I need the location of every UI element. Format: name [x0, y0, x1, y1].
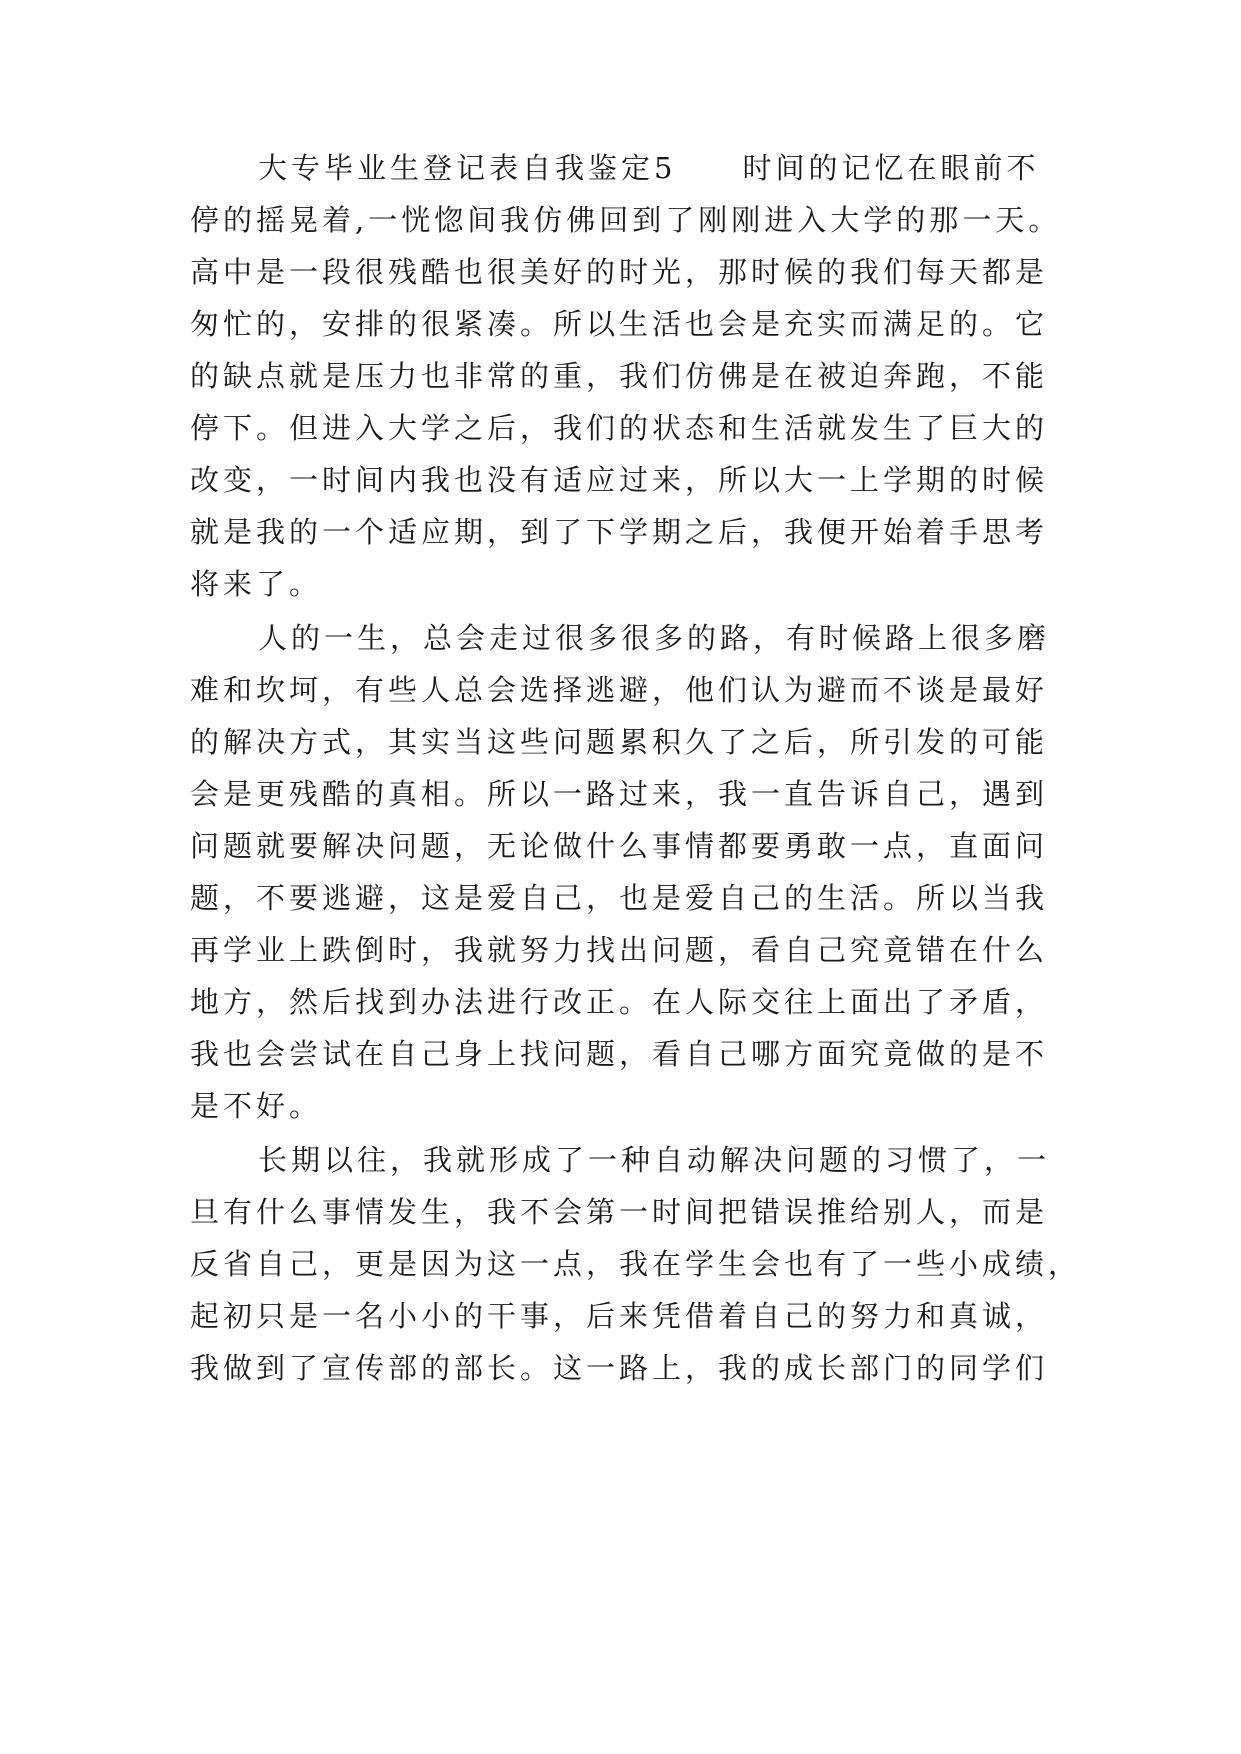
text-line: 是不好。	[190, 1089, 323, 1123]
text-line: 高中是一段很残酷也很美好的时光，那时候的我们每天都是	[190, 255, 1049, 289]
text-line: 就是我的一个适应期，到了下学期之后，我便开始着手思考	[190, 515, 1049, 549]
text-line: 的缺点就是压力也非常的重，我们仿佛是在被迫奔跑，不能	[190, 359, 1049, 393]
text-line: 我做到了宣传部的部长。这一路上，我的成长部门的同学们	[190, 1351, 1049, 1385]
text-line: 再学业上跌倒时，我就努力找出问题，看自己究竟错在什么	[190, 933, 1049, 967]
text-line: 改变，一时间内我也没有适应过来，所以大一上学期的时候	[190, 463, 1049, 497]
text-line: 问题就要解决问题，无论做什么事情都要勇敢一点，直面问	[190, 829, 1049, 863]
text-line: 题，不要逃避，这是爱自己，也是爱自己的生活。所以当我	[190, 881, 1049, 915]
text-line: 长期以往，我就形成了一种自动解决问题的习惯了，一	[258, 1143, 1051, 1177]
text-line: 起初只是一名小小的干事，后来凭借着自己的努力和真诚，	[190, 1299, 1049, 1333]
text-line: 将来了。	[190, 567, 323, 601]
text-line: 的解决方式，其实当这些问题累积久了之后，所引发的可能	[190, 725, 1049, 759]
text-line: 大专毕业生登记表自我鉴定5 时间的记忆在眼前不	[258, 151, 1040, 185]
text-line: 难和坎坷，有些人总会选择逃避，他们认为避而不谈是最好	[190, 673, 1049, 707]
text-line: 匆忙的，安排的很紧凑。所以生活也会是充实而满足的。它	[190, 307, 1049, 341]
text-line: 停下。但进入大学之后，我们的状态和生活就发生了巨大的	[190, 411, 1049, 445]
text-line: 地方，然后找到办法进行改正。在人际交往上面出了矛盾，	[190, 985, 1049, 1019]
text-line: 反省自己，更是因为这一点，我在学生会也有了一些小成绩，	[190, 1247, 1082, 1281]
text-line: 人的一生，总会走过很多很多的路，有时候路上很多磨	[258, 621, 1051, 655]
text-line: 停的摇晃着,一恍惚间我仿佛回到了刚刚进入大学的那一天。	[190, 203, 1062, 237]
text-line: 我也会尝试在自己身上找问题，看自己哪方面究竟做的是不	[190, 1037, 1049, 1071]
text-line: 会是更残酷的真相。所以一路过来，我一直告诉自己，遇到	[190, 777, 1049, 811]
text-line: 旦有什么事情发生，我不会第一时间把错误推给别人，而是	[190, 1195, 1049, 1229]
